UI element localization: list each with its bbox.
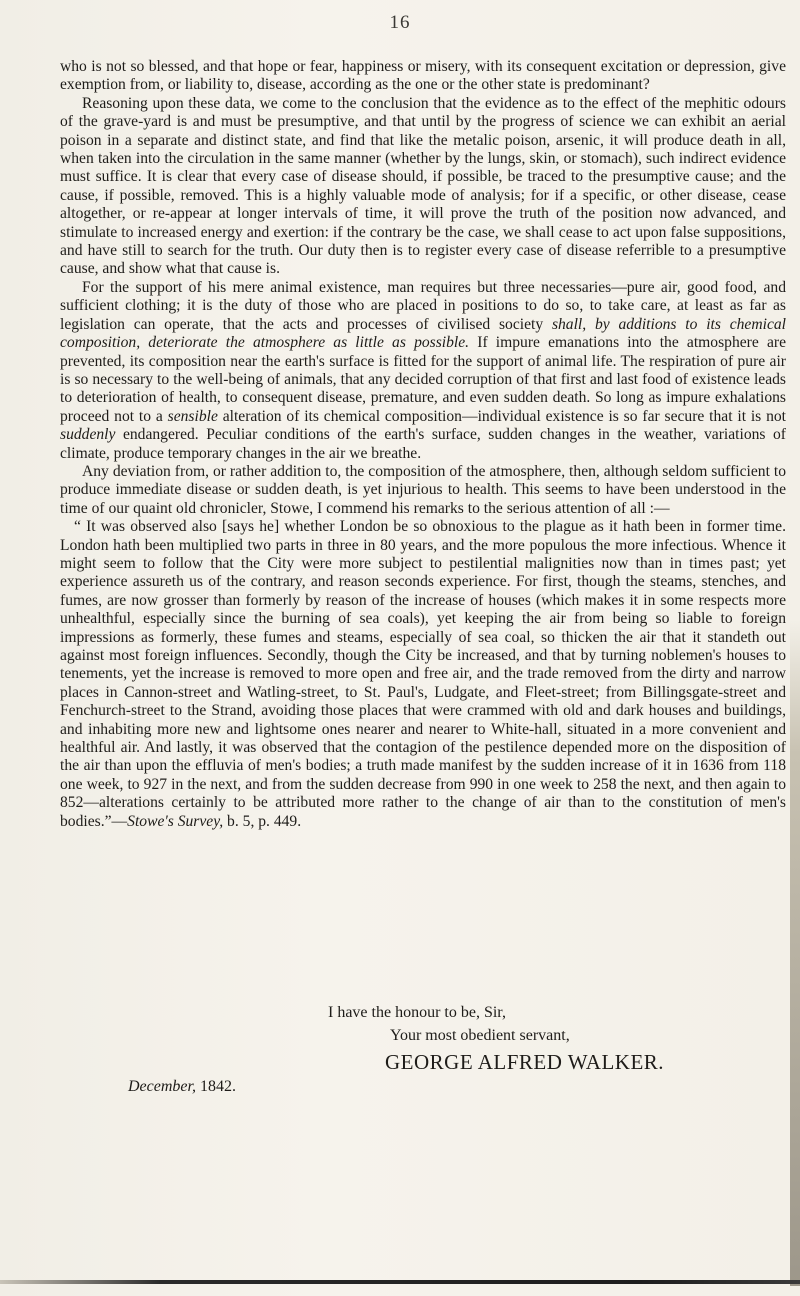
closing-honour-line: I have the honour to be, Sir, [328,1004,506,1021]
paragraph [60,95,786,279]
text-run: Any deviation from, or rather addition to, the composition of the atmosphere, then, although seldom sufficient to produce immediate disease or sudden death, is yet injurious to health. This seems to have been understood in the time of our quaint old chronicler, Stowe, I commend his remarks to the serious attention of all :— [60,462,786,517]
signature: GEORGE ALFRED WALKER. [385,1050,665,1074]
page-number: 16 [389,12,411,33]
quoted-paragraph [60,518,786,831]
paragraph [60,279,786,463]
dateline [128,1078,236,1096]
paragraph [60,58,786,95]
text-run: alteration of its chemical composition—individual existence is so far secure that it is not [217,407,786,425]
text-run: who is not so blessed, and that hope or fear, happiness or misery, with its consequent excitation or depression, give exemption from, or liability to, disease, according as the one or the other state is predominant? [60,58,786,94]
text-run: “ It was observed also [says he] whether London be so obnoxious to the plague as it hath been in former time. London hath been multiplied two parts in three in 80 years, and the more populous the more infectious. Whence it might seem to follow that the City were more subject to pestilential malignities now than in times past; yet experience assureth us of the contrary, and reason seconds experience. For first, though the steams, stenches, and fumes, are now grosser than formerly by reason of the increase of houses (which makes it in some respects more unhealthful, especially since the burning of sea coals), yet keeping the air from being so liable to foreign impressions as formerly, these fumes and steams, especially of sea coal, so thicken the air that it standeth out against most foreign influences. Secondly, though the City be increased, and that by turning noblemen's houses to tenements, yet the increase is removed to more open and free air, and the trade removed from the dirty and narrow places in Cannon-street and Watling-street, to St. Paul's, Ludgate, and Fleet-street; from Billingsgate-street and Fenchurch-street to the Strand, avoiding those places that were crammed with old and dark houses and buildings, and inhabiting more new and lightsome ones nearer and nearer to White-hall, situated in a more convenient and healthful air. And lastly, it was observed that the contagion of the pestilence depended more on the disposition of the air than upon the effluvia of men's bodies; a truth made manifest by the sudden increase of it in 1636 from 118 one week, to 927 in the next, and from the sudden decrease from 990 in one week to 258 the next, and then again to 852—alterations certainly to be attributed more rather to the change of air than to the constitution of men's bodies.”— [60,518,786,830]
date-month: December, [128,1078,196,1095]
body-text [60,58,786,831]
text-run: If impure emanations into the atmosphere are prevented, its composition near the earth's surface is fitted for the support of animal life. The respiration of pure air is so necessary to the well-being of animals, that any decided corruption of that first and last food of existence leads to deterioration of health, to consequent disease, premature, and even sudden death. So long as impure exhalations proceed not to a [60,334,786,425]
text-run: b. 5, p. 449. [223,812,302,830]
text-run: endangered. Peculiar conditions of the earth's surface, sudden changes in the weather, variations of climate, produce temporary changes in the air we breathe. [60,426,786,462]
date-year: 1842. [199,1078,236,1095]
italic-text: suddenly [60,426,116,444]
paragraph [60,463,786,518]
italic-text: sensible [167,407,218,425]
text-run: For the support of his mere animal existence, man requires but three necessaries—pure air, good food, and sufficient clothing; it is the duty of those who are placed in positions to do so, to take care, at least as far as legislation can operate, that the acts and processes of civilised society [60,278,786,333]
bottom-rule [0,1280,800,1284]
text-run: Reasoning upon these data, we come to the conclusion that the evidence as to the effect of the mephitic odours of the grave-yard is and must be presumptive, and that until by the progress of science we can exhibit an aerial poison in a separate and distinct state, and find that like the metalic poison, arsenic, it will produce death in all, when taken into the circulation in the same manner (whether by the lungs, skin, or stomach), such indirect evidence must suffice. It is clear that every case of disease should, if possible, be traced to the presumptive cause; and the cause, if possible, removed. This is a highly valuable mode of analysis; for if a specific, or other disease, cease altogether, or re-appear at longer intervals of time, it will prove the truth of the position now advanced, and stimulate to increased energy and exertion: if the contrary be the case, we shall cease to act upon false suppositions, and have still to search for the truth. Our duty then is to register every case of disease referrible to a presumptive cause, and show what that cause is. [60,94,786,278]
italic-text: shall, by additions to its chemical composition, deteriorate the atmosphere as little as possible. [60,315,786,352]
italic-text: Stowe's Survey, [127,812,224,830]
page-edge-shadow [790,620,800,1286]
closing-obedient-line: Your most obedient servant, [390,1027,570,1044]
